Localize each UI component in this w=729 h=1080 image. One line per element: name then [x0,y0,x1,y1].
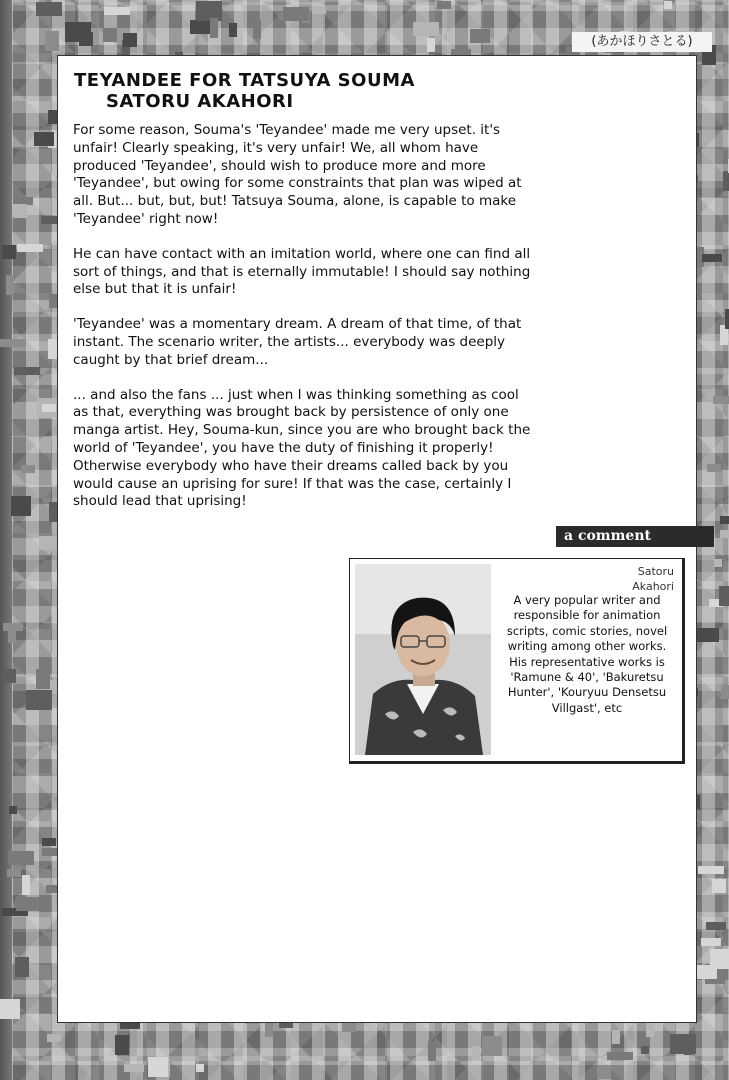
camo-block [124,1064,144,1072]
camo-block [713,396,729,404]
camo-block [706,922,726,930]
camo-block [482,1036,502,1056]
camo-block [607,1052,633,1060]
camo-block [710,949,729,969]
camo-block [148,1057,168,1077]
camo-block [104,7,130,15]
camo-block [8,851,34,865]
camo-block [265,1023,273,1037]
camo-block [2,669,16,683]
camo-block [26,690,52,710]
camo-block [721,685,729,699]
camo-block [45,31,59,51]
camo-block [428,1041,436,1061]
camo-block [103,28,117,42]
paragraph: For some reason, Souma's 'Teyandee' made me very upset. it's unfair! Clearly speaking, it's very unfair! We, all whom have produced 'Teyandee', should wish to produce more and more 'Teyandee', but owing for some constraints that plan was wiped at all. But... but, but, but! Tatsuya Souma, alone, is capable to make 'Teyandee' right now! [73,122,522,227]
comment-banner [556,526,714,547]
camo-block [712,879,726,893]
camo-block [79,32,93,46]
camo-block [670,1034,696,1054]
camo-block [720,516,729,524]
japanese-header: (あかほりさとる) [572,32,712,52]
camo-block [413,22,439,36]
paragraph: 'Teyandee' was a momentary dream. A dream of that time, of that instant. The scenario writer, the artists... everybody was deeply caught by that brief dream... [73,316,522,368]
camo-block [7,869,21,877]
camo-block [0,339,26,347]
camo-block [196,1064,204,1072]
camo-block [47,1034,61,1042]
camo-block [42,838,56,846]
camo-block [437,1,451,9]
camo-block [719,586,729,606]
camo-block [646,1023,654,1037]
camo-block [641,1046,649,1054]
camo-block [720,530,729,538]
author-profile [349,558,685,764]
camo-block [714,559,722,567]
camo-block [190,20,210,34]
camo-block [36,669,50,689]
camo-block [36,2,62,16]
author-first-name: Satoru [637,565,674,578]
camo-block [664,1,672,9]
camo-block [6,275,14,295]
camo-block [34,132,54,146]
camo-block [312,6,326,14]
camo-block [11,496,31,516]
camo-block [427,38,435,52]
paragraph: He can have contact with an imitation world, where one can find all sort of things, and that is eternally immutable! I should say nothing else but that it is unfair! [73,245,531,298]
camo-block [283,7,309,21]
camo-block [597,1065,611,1079]
camo-block [2,245,16,259]
camo-block [14,367,40,375]
camo-block [21,465,35,473]
comment-label: a comment [564,528,651,544]
camo-block [196,1,222,21]
camo-block [22,875,30,895]
camo-block [701,938,721,946]
author-name [632,564,674,594]
author-last-name: Akahori [632,580,674,593]
author-bio: A very popular writer and responsible for animation scripts, comic stories, novel writing among other works. His representative works is 'Ramune & 40', 'Bakuretsu Hunter', 'Kouryuu Densetsu Villgast', etc [506,593,668,715]
camo-block [115,1035,129,1055]
camo-block [8,629,16,643]
author-photo [355,564,491,755]
author-portrait-image [355,564,491,755]
camo-block [16,897,42,911]
camo-block [210,18,218,38]
camo-block [253,19,261,39]
camo-block [698,866,724,874]
camo-block [17,244,43,252]
camo-block [0,999,20,1019]
camo-block [13,204,27,218]
camo-block [723,171,729,191]
camo-block [9,806,17,814]
article-title: TEYANDEE FOR TATSUYA SOUMA [74,70,415,91]
camo-block [123,33,137,47]
camo-block [612,1030,620,1044]
camo-block [15,957,29,977]
article-author: SATORU AKAHORI [106,91,294,112]
camo-block [42,404,56,412]
camo-block [472,1046,480,1060]
camo-block [229,23,237,37]
camo-block [725,309,729,329]
camo-block [702,254,722,262]
paragraph: ... and also the fans ... just when I was thinking something as cool as that, everything was brought back by persistence of only one manga artist. Hey, Souma-kun, since you are who brought back the world of 'Teyandee', you have the duty of finishing it properly! Otherwise everybody who have their dreams called back by you would cause an uprising for sure! If that was the case, certainly I should lead that uprising! [73,386,531,510]
camo-block [707,464,721,472]
article-body [73,122,533,528]
camo-block [470,29,490,43]
